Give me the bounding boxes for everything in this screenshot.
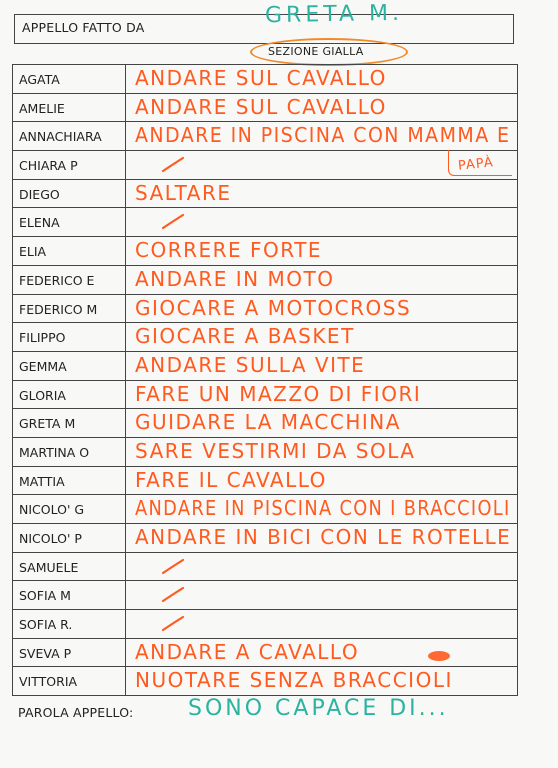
student-answer: FARE UN MAZZO DI FIORI bbox=[135, 381, 422, 406]
column-divider bbox=[125, 610, 126, 638]
table-row bbox=[12, 295, 518, 324]
table-row bbox=[12, 237, 518, 266]
student-answer: NUOTARE SENZA BRACCIOLI bbox=[135, 668, 453, 693]
student-name: NICOLO' G bbox=[19, 502, 85, 518]
student-name: FEDERICO M bbox=[19, 301, 98, 317]
table-row bbox=[12, 524, 518, 553]
student-name: ANNACHIARA bbox=[19, 129, 102, 145]
column-divider bbox=[125, 237, 126, 265]
student-name: CHIARA P bbox=[19, 158, 78, 174]
student-name: SVEVA P bbox=[19, 645, 72, 661]
column-divider bbox=[125, 352, 126, 380]
student-name: GRETA M bbox=[19, 416, 76, 432]
student-answer: GIOCARE A BASKET bbox=[135, 324, 355, 349]
column-divider bbox=[125, 323, 126, 351]
column-divider bbox=[125, 65, 126, 93]
table-row bbox=[12, 65, 518, 94]
column-divider bbox=[125, 381, 126, 409]
section-label: SEZIONE GIALLA bbox=[268, 45, 364, 58]
student-name: AGATA bbox=[19, 72, 60, 87]
header-label: APPELLO FATTO DA bbox=[22, 20, 145, 35]
student-answer: SALTARE bbox=[135, 180, 232, 205]
column-divider bbox=[125, 151, 126, 179]
table-row bbox=[12, 208, 518, 237]
check-mark-icon bbox=[161, 155, 185, 175]
student-name: AMELIE bbox=[19, 100, 65, 116]
teacher-name: GRETA M. bbox=[264, 0, 404, 29]
table-row bbox=[12, 122, 518, 151]
column-divider bbox=[125, 122, 126, 150]
table-row bbox=[12, 495, 518, 524]
table-row bbox=[12, 438, 518, 467]
student-name: ELIA bbox=[19, 244, 47, 260]
student-answer: ANDARE IN PISCINA CON I BRACCIOLI bbox=[135, 496, 511, 521]
column-divider bbox=[125, 208, 126, 236]
table-row bbox=[12, 94, 518, 123]
table-row bbox=[12, 581, 518, 610]
column-divider bbox=[125, 94, 126, 122]
student-name: GLORIA bbox=[19, 387, 66, 403]
check-mark-icon bbox=[161, 212, 185, 232]
student-name: SAMUELE bbox=[19, 559, 79, 575]
column-divider bbox=[125, 639, 126, 667]
table-row bbox=[12, 381, 518, 410]
annachiara-continuation: PAPÀ bbox=[457, 155, 495, 174]
column-divider bbox=[125, 581, 126, 609]
column-divider bbox=[125, 295, 126, 323]
student-answer: ANDARE IN PISCINA CON MAMMA E bbox=[135, 123, 511, 148]
student-name: FILIPPO bbox=[19, 330, 66, 346]
table-row bbox=[12, 266, 518, 295]
student-name: GEMMA bbox=[19, 358, 67, 374]
footer-answer: SONO CAPACE DI... bbox=[188, 696, 449, 721]
student-answer: ANDARE SUL CAVALLO bbox=[135, 66, 387, 90]
column-divider bbox=[125, 266, 126, 294]
student-answer: CORRERE FORTE bbox=[135, 238, 323, 263]
student-name: SOFIA M bbox=[19, 588, 71, 604]
student-answer: ANDARE SULLA VITE bbox=[135, 352, 366, 377]
student-name: DIEGO bbox=[19, 186, 60, 202]
student-answer: GIOCARE A MOTOCROSS bbox=[135, 295, 412, 320]
column-divider bbox=[125, 553, 126, 581]
column-divider bbox=[125, 409, 126, 437]
student-answer: ANDARE IN MOTO bbox=[135, 266, 335, 291]
student-answer: FARE IL CAVALLO bbox=[135, 467, 327, 492]
student-name: VITTORIA bbox=[19, 674, 78, 690]
student-answer: GUIDARE LA MACCHINA bbox=[135, 410, 401, 435]
student-answer: ANDARE IN BICI CON LE ROTELLE bbox=[135, 525, 512, 549]
table-row bbox=[12, 180, 518, 209]
table-row bbox=[12, 610, 518, 639]
student-name: MARTINA O bbox=[19, 444, 90, 460]
check-mark-icon bbox=[161, 557, 185, 577]
student-name: NICOLO' P bbox=[19, 531, 82, 546]
column-divider bbox=[125, 467, 126, 495]
column-divider bbox=[125, 667, 126, 695]
footer-label: PAROLA APPELLO: bbox=[18, 705, 134, 720]
column-divider bbox=[125, 180, 126, 208]
student-answer: ANDARE SUL CAVALLO bbox=[135, 94, 387, 119]
column-divider bbox=[125, 438, 126, 466]
column-divider bbox=[125, 495, 126, 523]
student-name: FEDERICO E bbox=[19, 272, 95, 288]
check-mark-icon bbox=[161, 585, 185, 605]
check-mark-icon bbox=[161, 614, 185, 634]
table-row bbox=[12, 323, 518, 352]
table-row bbox=[12, 667, 518, 696]
student-answer: ANDARE A CAVALLO bbox=[135, 639, 360, 664]
scribble-mark bbox=[428, 651, 450, 661]
student-answer: SARE VESTIRMI DA SOLA bbox=[135, 438, 416, 463]
student-name: MATTIA bbox=[19, 473, 65, 489]
roll-table bbox=[12, 64, 518, 696]
table-row bbox=[12, 151, 518, 180]
table-row bbox=[12, 352, 518, 381]
column-divider bbox=[125, 524, 126, 552]
student-name: SOFIA R. bbox=[19, 617, 73, 633]
table-row bbox=[12, 553, 518, 582]
table-row bbox=[12, 409, 518, 438]
student-name: ELENA bbox=[19, 215, 60, 231]
table-row bbox=[12, 467, 518, 496]
